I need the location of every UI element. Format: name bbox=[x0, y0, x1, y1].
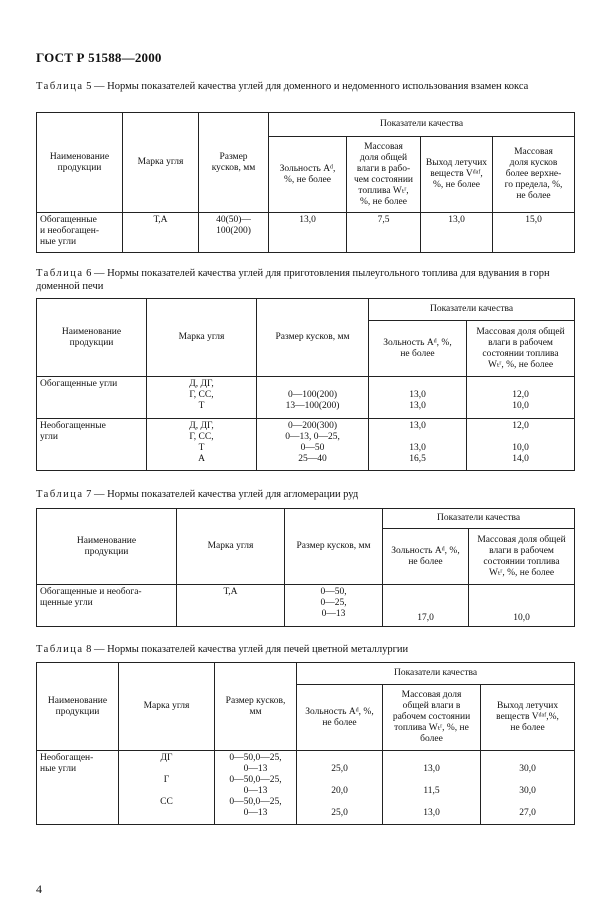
table-row bbox=[37, 585, 575, 627]
table7-caption-number: 7 bbox=[86, 489, 92, 500]
table-row bbox=[37, 751, 575, 825]
table8-header-size: Размер кусков, мм bbox=[215, 663, 297, 751]
table-row bbox=[37, 419, 575, 471]
table6-header-size: Размер кусков, мм bbox=[257, 299, 369, 377]
table7-caption-title: — Нормы показателей качества углей для агломерации руд bbox=[94, 489, 359, 500]
table7-header-size: Размер кусков, мм bbox=[285, 509, 383, 585]
table6 bbox=[36, 298, 575, 471]
table-row bbox=[37, 213, 575, 253]
table6-row1-product: Обогащенные угли bbox=[37, 377, 147, 419]
table8-header-ash: Зольность Aᵈ, %, не более bbox=[297, 685, 383, 751]
table7-cell-grade: Т,А bbox=[177, 585, 285, 627]
table7-header-moisture: Массовая доля общей влаги в рабочем состоянии топлива Wₜʳ, %, не более bbox=[469, 529, 575, 585]
table8-cell-volatile: 30,0 30,0 27,0 bbox=[481, 751, 575, 825]
table5-cell-grade: Т,А bbox=[123, 213, 199, 253]
table7-header-grade: Марка угля bbox=[177, 509, 285, 585]
table7 bbox=[36, 508, 575, 627]
table7-header-ash: Зольность Aᵈ, %, не более bbox=[383, 529, 469, 585]
table7-cell-size: 0—50, 0—25, 0—13 bbox=[285, 585, 383, 627]
page-number: 4 bbox=[36, 882, 42, 896]
table6-row1-size: 0—100(200) 13—100(200) bbox=[257, 377, 369, 419]
table5-cell-size: 40(50)— 100(200) bbox=[199, 213, 269, 253]
table7-header-product: Наименование продукции bbox=[37, 509, 177, 585]
table5-header-ash: Зольность Aᵈ, %, не более bbox=[269, 137, 347, 213]
table6-caption-number: 6 bbox=[86, 268, 92, 279]
table6-row2-grade: Д, ДГ, Г, СС, Т А bbox=[147, 419, 257, 471]
table8-caption-number: 8 bbox=[86, 644, 92, 655]
table8-cell-grades: ДГ Г СС bbox=[119, 751, 215, 825]
table7-caption-word: Таблица bbox=[36, 489, 84, 500]
table5-header-quality-group: Показатели качества bbox=[269, 113, 575, 137]
table6-header-product: Наименование продукции bbox=[37, 299, 147, 377]
table8 bbox=[36, 662, 575, 825]
table8-cell-moisture: 13,0 11,5 13,0 bbox=[383, 751, 481, 825]
table6-row1-ash: 13,0 13,0 bbox=[369, 377, 467, 419]
table8-cell-ash: 25,0 20,0 25,0 bbox=[297, 751, 383, 825]
table5-cell-product: Обогащенные и необогащен- ные угли bbox=[37, 213, 123, 253]
table5-cell-moisture: 7,5 bbox=[347, 213, 421, 253]
table5-cell-ash: 13,0 bbox=[269, 213, 347, 253]
table6-row1-grade: Д, ДГ, Г, СС, Т bbox=[147, 377, 257, 419]
table5-caption bbox=[36, 80, 576, 93]
table8-header-volatile: Выход летучих веществ Vᵈᵃᶠ,%, не более bbox=[481, 685, 575, 751]
table8-caption-word: Таблица bbox=[36, 644, 84, 655]
table7-cell-ash: 17,0 bbox=[383, 585, 469, 627]
table6-caption-word: Таблица bbox=[36, 268, 84, 279]
table8-cell-sizes: 0—50,0—25, 0—13 0—50,0—25, 0—13 0—50,0—25, 0—13 bbox=[215, 751, 297, 825]
table-row bbox=[37, 377, 575, 419]
table5-caption-title: — Нормы показателей качества углей для доменного и недоменного использования взамен кокса bbox=[94, 81, 529, 92]
table8-header-grade: Марка угля bbox=[119, 663, 215, 751]
table5 bbox=[36, 112, 575, 253]
table6-row2-moisture: 12,0 10,0 14,0 bbox=[467, 419, 575, 471]
table5-cell-oversize: 15,0 bbox=[493, 213, 575, 253]
table6-header-quality-group: Показатели качества bbox=[369, 299, 575, 321]
table6-header-moisture: Массовая доля общей влаги в рабочем состоянии топлива Wₜʳ, %, не более bbox=[467, 321, 575, 377]
table7-cell-product: Обогащенные и необога- щенные угли bbox=[37, 585, 177, 627]
table6-row2-product: Необогащенные угли bbox=[37, 419, 147, 471]
table5-header-moisture: Массовая доля общей влаги в рабо- чем состоянии топлива Wₜʳ, %, не более bbox=[347, 137, 421, 213]
table5-header-oversize: Массовая доля кусков более верхне- го предела, %, не более bbox=[493, 137, 575, 213]
table7-caption bbox=[36, 488, 576, 501]
table8-header-product: Наименование продукции bbox=[37, 663, 119, 751]
table5-caption-word: Таблица bbox=[36, 81, 84, 92]
table7-cell-moisture: 10,0 bbox=[469, 585, 575, 627]
table5-header-grade: Марка угля bbox=[123, 113, 199, 213]
table7-header-quality-group: Показатели качества bbox=[383, 509, 575, 529]
table5-caption-number: 5 bbox=[86, 81, 92, 92]
table5-header-size: Размер кусков, мм bbox=[199, 113, 269, 213]
table5-header-product: Наименование продукции bbox=[37, 113, 123, 213]
table8-caption bbox=[36, 643, 576, 656]
table6-row1-moisture: 12,0 10,0 bbox=[467, 377, 575, 419]
table8-header-quality-group: Показатели качества bbox=[297, 663, 575, 685]
table6-row2-size: 0—200(300) 0—13, 0—25, 0—50 25—40 bbox=[257, 419, 369, 471]
table6-caption-title: — Нормы показателей качества углей для приготовления пылеугольного топлива для вдувания в горн доменной печи bbox=[36, 268, 550, 292]
document-code: ГОСТ Р 51588—2000 bbox=[36, 50, 162, 65]
table8-caption-title: — Нормы показателей качества углей для печей цветной металлургии bbox=[94, 644, 409, 655]
table5-cell-volatile: 13,0 bbox=[421, 213, 493, 253]
table6-header-grade: Марка угля bbox=[147, 299, 257, 377]
table8-header-moisture: Массовая доля общей влаги в рабочем состоянии топлива Wₜʳ, %, не более bbox=[383, 685, 481, 751]
table6-header-ash: Зольность Aᵈ, %, не более bbox=[369, 321, 467, 377]
table6-caption bbox=[36, 267, 576, 293]
table5-header-volatile: Выход летучих веществ Vᵈᵃᶠ, %, не более bbox=[421, 137, 493, 213]
table8-cell-product: Необогащен- ные угли bbox=[37, 751, 119, 825]
table6-row2-ash: 13,0 13,0 16,5 bbox=[369, 419, 467, 471]
